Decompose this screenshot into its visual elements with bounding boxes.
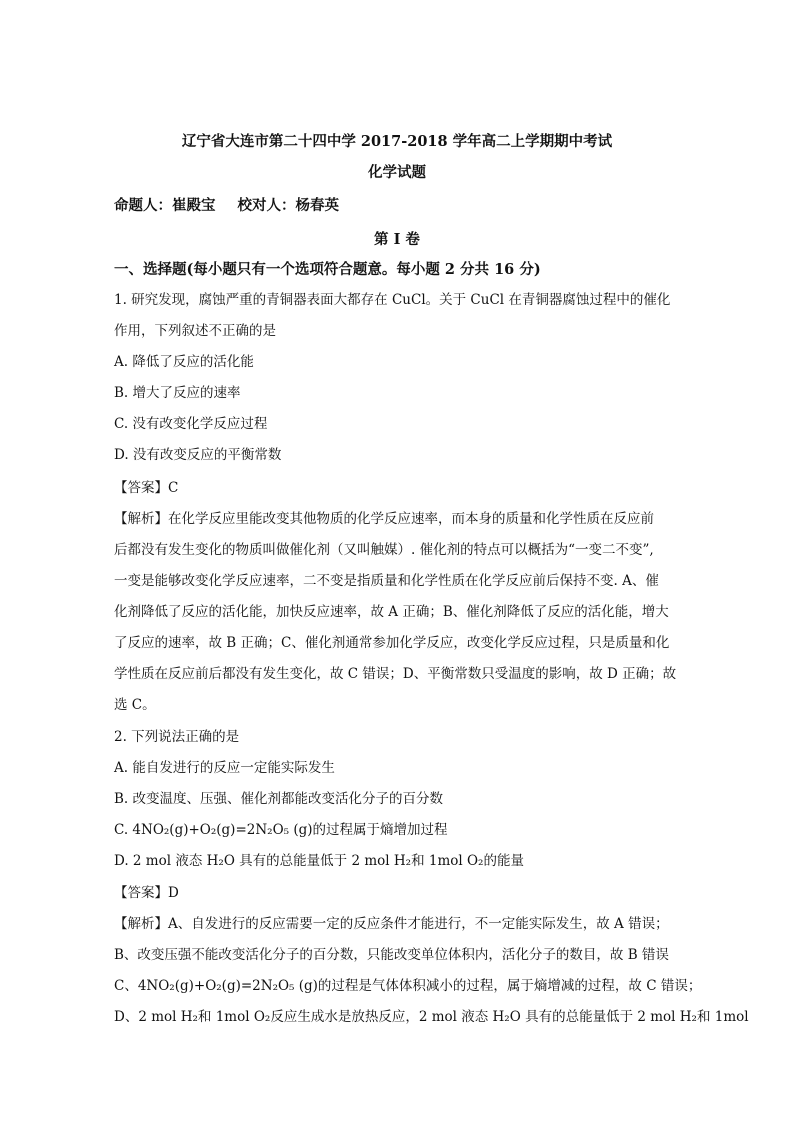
q1-option-b: B. 增大了反应的速率 (114, 385, 241, 401)
q1-option-c: C. 没有改变化学反应过程 (114, 416, 268, 432)
q2-option-d: D. 2 mol 液态 H₂O 具有的总能量低于 2 mol H₂和 1mol O₂的能量 (114, 853, 524, 869)
q2-option-b: B. 改变温度、压强、催化剂都能改变活化分子的百分数 (114, 791, 444, 807)
author-line (114, 197, 686, 215)
q1-analysis-line: 化剂降低了反应的活化能，加快反应速率，故 A 正确；B、催化剂降低了反应的活化能，增大 (114, 604, 669, 620)
q2-answer: 【答案】D (114, 885, 179, 901)
q2-analysis-line: B、改变压强不能改变活化分子的百分数，只能改变单位体积内，活化分子的数目，故 B 错误 (114, 947, 669, 963)
q1-analysis-line: 一变是能够改变化学反应速率，二不变是指质量和化学性质在化学反应前后保持不变. A、催 (114, 573, 659, 589)
q1-answer: 【答案】C (114, 480, 179, 496)
exam-subject: 化学试题 (368, 164, 426, 181)
q1-analysis-line: 【解析】在化学反应里能改变其他物质的化学反应速率，而本身的质量和化学性质在反应前 (114, 511, 654, 527)
q1-analysis-line: 后都没有发生变化的物质叫做催化剂（又叫触媒）. 催化剂的特点可以概括为“一变二不变”, (114, 542, 654, 558)
author-label: 命题人：崔殿宝 (114, 197, 216, 214)
q1-analysis-line: 选 C。 (114, 697, 156, 713)
q1-analysis-line: 了反应的速率，故 B 正确；C、催化剂通常参加化学反应，改变化学反应过程，只是质量和化 (114, 635, 670, 651)
q2-analysis-line: C、4NO₂(g)+O₂(g)=2N₂O₅ (g)的过程是气体体积减小的过程，属于熵增减的过程，故 C 错误； (114, 978, 702, 994)
volume-heading: 第 I 卷 (374, 231, 420, 248)
q1-stem-line-2: 作用，下列叙述不正确的是 (114, 323, 276, 339)
q2-analysis-line: D、2 mol H₂和 1mol O₂反应生成水是放热反应，2 mol 液态 H₂O 具有的总能量低于 2 mol H₂和 1mol (114, 1009, 749, 1025)
q1-option-a: A. 降低了反应的活化能 (114, 354, 254, 370)
section-heading: 一、选择题(每小题只有一个选项符合题意。每小题 2 分共 16 分) (114, 261, 541, 278)
q1-analysis-line: 学性质在反应前后都没有发生变化，故 C 错误；D、平衡常数只受温度的影响，故 D 正确；故 (114, 666, 677, 682)
q2-option-a: A. 能自发进行的反应一定能实际发生 (114, 760, 335, 776)
q2-option-c: C. 4NO₂(g)+O₂(g)=2N₂O₅ (g)的过程属于熵增加过程 (114, 822, 448, 838)
q1-stem-line-1: 1. 研究发现，腐蚀严重的青铜器表面大都存在 CuCl。关于 CuCl 在青铜器腐蚀过程中的催化 (114, 292, 671, 308)
reviewer-label: 校对人：杨春英 (237, 197, 339, 214)
q1-option-d: D. 没有改变反应的平衡常数 (114, 447, 282, 463)
q2-stem: 2. 下列说法正确的是 (114, 729, 240, 745)
q2-analysis-line: 【解析】A、自发进行的反应需要一定的反应条件才能进行，不一定能实际发生，故 A 错误； (114, 916, 669, 932)
exam-title: 辽宁省大连市第二十四中学 2017-2018 学年高二上学期期中考试 (181, 133, 613, 150)
